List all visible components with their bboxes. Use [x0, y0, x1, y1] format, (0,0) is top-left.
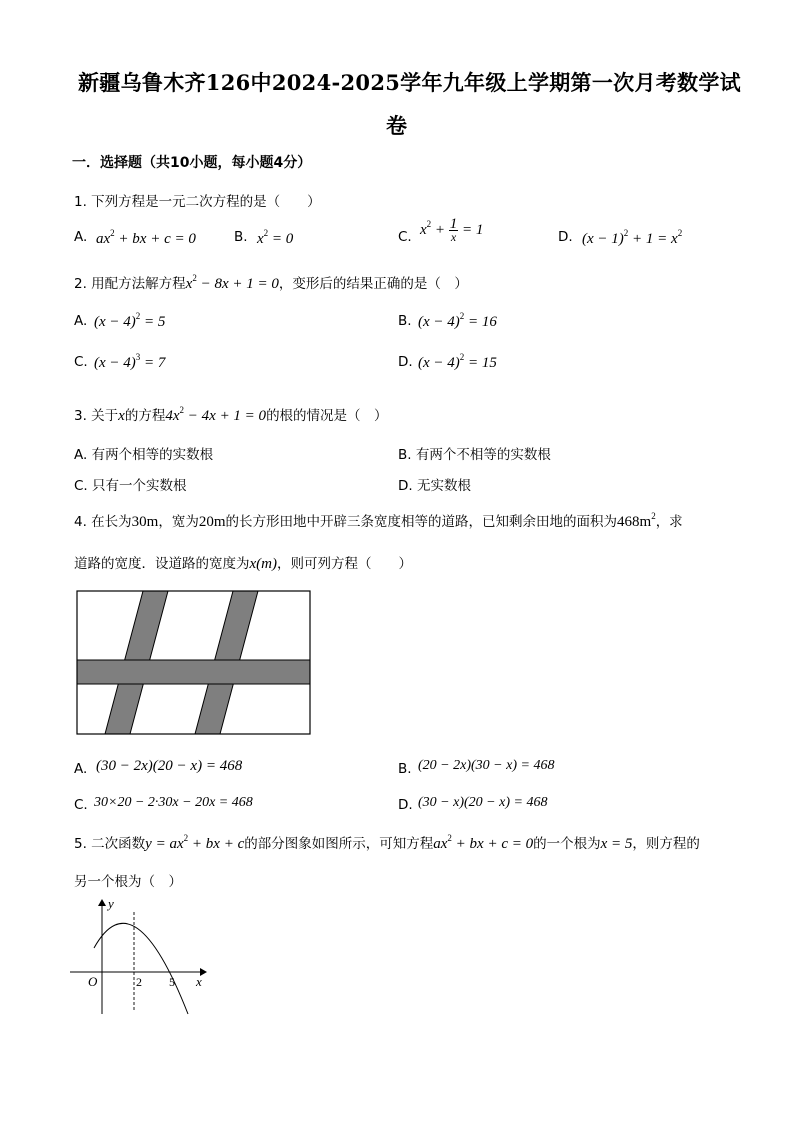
parabola-curve — [94, 923, 188, 1014]
question-1-stem: 1. 下列方程是一元二次方程的是（ ） — [74, 194, 321, 210]
q2-stem-pre: 2. 用配方法解方程 — [74, 276, 186, 292]
question-5-stem-line1 — [74, 832, 700, 853]
q4-stem-mid1: ，宽为 — [158, 514, 199, 530]
q3-stem-post: 的根的情况是（ ） — [266, 408, 388, 424]
q2-option-b: $(x - 4)^2 = 16$ — [418, 311, 497, 330]
question-3-stem — [74, 404, 388, 425]
q3-option-a: A. 有两个相等的实数根 — [74, 447, 214, 463]
field-roads-diagram — [76, 590, 312, 736]
question-4-stem-line2 — [74, 552, 412, 573]
q1-option-b-label: B. — [234, 229, 248, 245]
q3-stem-mid: 的方程 — [124, 408, 166, 424]
q5-function: $y = ax^2$ + bx + c — [145, 833, 245, 852]
q4-stem-post: ，求 — [655, 514, 683, 530]
q4-option-a-label: A. — [74, 761, 88, 777]
q4-option-b: (20 − 2x)(30 − x) = 468 — [418, 758, 555, 773]
q3-variable: x — [118, 408, 125, 424]
q1-option-d: $(x - 1)^2 + 1 = x^2$ — [582, 228, 683, 247]
q4-stem2-post: ，则可列方程（ ） — [277, 556, 412, 572]
q4-option-c: 30×20 − 2·30x − 20x = 468 — [94, 795, 253, 810]
question-4-stem-line1 — [74, 510, 683, 531]
q4-length: 30m — [131, 514, 159, 530]
q3-option-d: D. 无实数根 — [398, 478, 471, 494]
tick-label-5: 5 — [169, 975, 175, 989]
q4-option-d-label: D. — [398, 797, 413, 813]
q4-width: 20m — [198, 514, 226, 530]
q4-variable: x(m) — [249, 556, 277, 572]
q3-option-c: C. 只有一个实数根 — [74, 478, 187, 494]
parabola-graph — [68, 894, 214, 1018]
q2-option-c: $(x - 4)^3 = 7$ — [94, 352, 166, 371]
q4-option-a: (30 − 2x)(20 − x) = 468 — [96, 758, 243, 774]
question-2-stem — [74, 272, 468, 293]
q4-option-c-label: C. — [74, 797, 88, 813]
origin-label: O — [88, 974, 98, 989]
q5-stem-post: ，则方程的 — [632, 836, 700, 852]
q2-option-b-label: B. — [398, 313, 412, 329]
q4-option-b-label: B. — [398, 761, 412, 777]
q1-option-c-label: C. — [398, 229, 412, 245]
q5-root: x = 5 — [600, 836, 633, 852]
page-title-continued: 卷 — [386, 113, 408, 138]
q5-stem-mid2: 的一个根为 — [533, 836, 601, 852]
q5-stem-mid: 的部分图象如图所示，可知方程 — [244, 836, 434, 852]
horizontal-road — [77, 660, 310, 684]
q4-stem2-pre: 道路的宽度．设道路的宽度为 — [74, 556, 250, 572]
q2-option-a-label: A. — [74, 313, 88, 329]
q2-equation: $x^2 - 8x + 1 = 0$ — [185, 273, 279, 292]
tick-label-2: 2 — [136, 975, 142, 989]
q2-option-a: $(x - 4)^2 = 5$ — [94, 311, 166, 330]
q5-stem-pre: 5. 二次函数 — [74, 836, 146, 852]
q1-option-c: $x^2$ + $\frac{1}{x}$ = 1 — [420, 216, 484, 244]
y-axis-label: y — [108, 896, 114, 911]
q4-stem-mid2: 的长方形田地中开辟三条宽度相等的道路，已知剩余田地的面积为 — [225, 514, 618, 530]
q2-option-d: $(x - 4)^2 = 15$ — [418, 352, 497, 371]
q2-option-c-label: C. — [74, 354, 88, 370]
page-title: 新疆乌鲁木齐126中2024-2025学年九年级上学期第一次月考数学试 — [78, 70, 741, 95]
q2-option-d-label: D. — [398, 354, 413, 370]
q4-option-d: (30 − x)(20 − x) = 468 — [418, 795, 548, 810]
q1-option-b: $x^2 = 0$ — [257, 228, 294, 247]
q5-equation: $ax^2$ + bx + c = 0 — [433, 833, 534, 852]
q3-option-b: B. 有两个不相等的实数根 — [398, 447, 551, 463]
x-axis-label: x — [196, 974, 202, 989]
q1-option-a: $ax^2$ + bx + c = 0 — [96, 228, 196, 247]
section-header: 一．选择题（共10小题，每小题4分） — [72, 155, 312, 171]
q3-equation: $4x^2 - 4x + 1 = 0$ — [165, 405, 267, 424]
q4-stem-pre: 4. 在长为 — [74, 514, 132, 530]
question-5-stem-line2: 另一个根为（ ） — [74, 874, 182, 890]
q2-stem-post: ，变形后的结果正确的是（ ） — [278, 276, 468, 292]
q3-stem-pre: 3. 关于 — [74, 408, 119, 424]
q1-option-d-label: D. — [558, 229, 573, 245]
q1-option-a-label: A. — [74, 229, 88, 245]
q4-area: $468m^2$ — [617, 511, 656, 530]
